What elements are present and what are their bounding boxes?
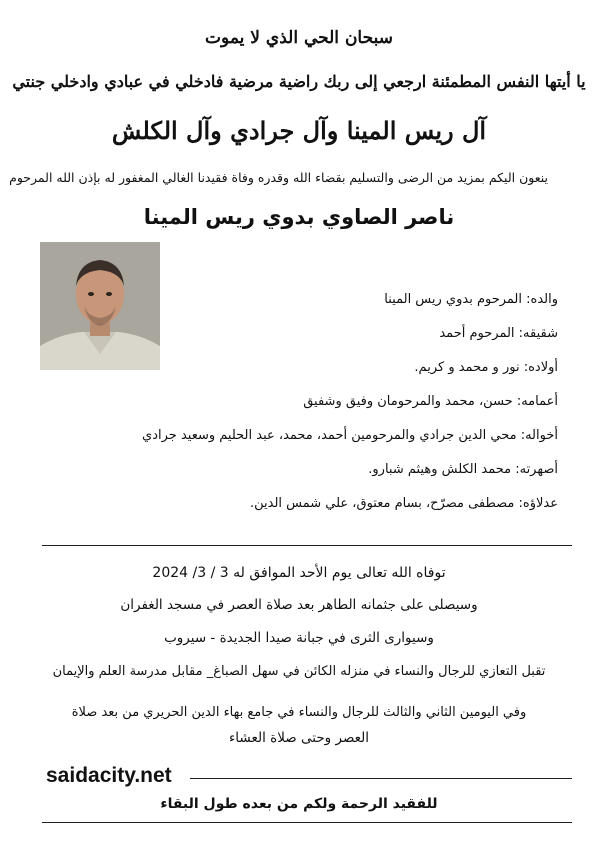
closing-text: للفقيد الرحمة ولكم من بعده طول البقاء — [160, 796, 438, 812]
condolences-mosque-time: العصر وحتى صلاة العشاء — [228, 730, 370, 746]
site-watermark: saidacity.net — [46, 764, 172, 787]
relative-in-laws: أصهرته: محمد الكلش وهيثم شبارو. — [368, 462, 558, 477]
prayer-info: وسيصلى على جثمانه الطاهر بعد صلاة العصر في مسجد الغفران — [120, 597, 478, 613]
condolences-mosque: وفي اليومين الثاني والثالث للرجال والنساء في جامع بهاء الدين الحريري من بعد صلاة — [71, 705, 527, 720]
relative-uncles-paternal: أعمامه: حسن، محمد والمرحومان وفيق وشفيق — [303, 394, 558, 409]
burial-info: وسيوارى الثرى في جبانة صيدا الجديدة - سيروب — [164, 630, 434, 646]
divider-top — [42, 545, 572, 546]
relative-brother: شقيقه: المرحوم أحمد — [439, 326, 558, 341]
death-date: توفاه الله تعالى يوم الأحد الموافق له 3 / 3/ 2024 — [152, 565, 446, 581]
deceased-photo — [40, 242, 160, 370]
announcement-text: ينعون اليكم بمزيد من الرضى والتسليم بقضاء الله وقدره وفاة فقيدنا الغالي المغفور له بإذن الله المرحوم — [9, 170, 548, 185]
header-praise: سبحان الحي الذي لا يموت — [205, 28, 393, 48]
divider-watermark — [190, 778, 572, 779]
family-names: آل ريس المينا وآل جرادي وآل الكلش — [111, 116, 487, 145]
divider-bottom — [42, 822, 572, 823]
deceased-name: ناصر الصاوي بدوي ريس المينا — [143, 205, 455, 229]
quran-verse: يا أيتها النفس المطمئنة ارجعي إلى ربك راضية مرضية فادخلي في عبادي وادخلي جنتي — [12, 72, 586, 91]
relative-father: والده: المرحوم بدوي ريس المينا — [384, 292, 558, 307]
condolences-home: تقبل التعازي للرجال والنساء في منزله الكائن في سهل الصباغ_ مقابل مدرسة العلم والإيمان — [52, 664, 546, 679]
relative-children: أولاده: نور و محمد و كريم. — [414, 360, 558, 375]
relative-uncles-maternal: أخواله: محي الدين جرادي والمرحومين أحمد، محمد، عبد الحليم وسعيد جرادي — [142, 428, 558, 443]
relative-brothers-in-law: عدلاؤه: مصطفى مصرّح، بسام معتوق، علي شمس الدين. — [249, 496, 558, 511]
